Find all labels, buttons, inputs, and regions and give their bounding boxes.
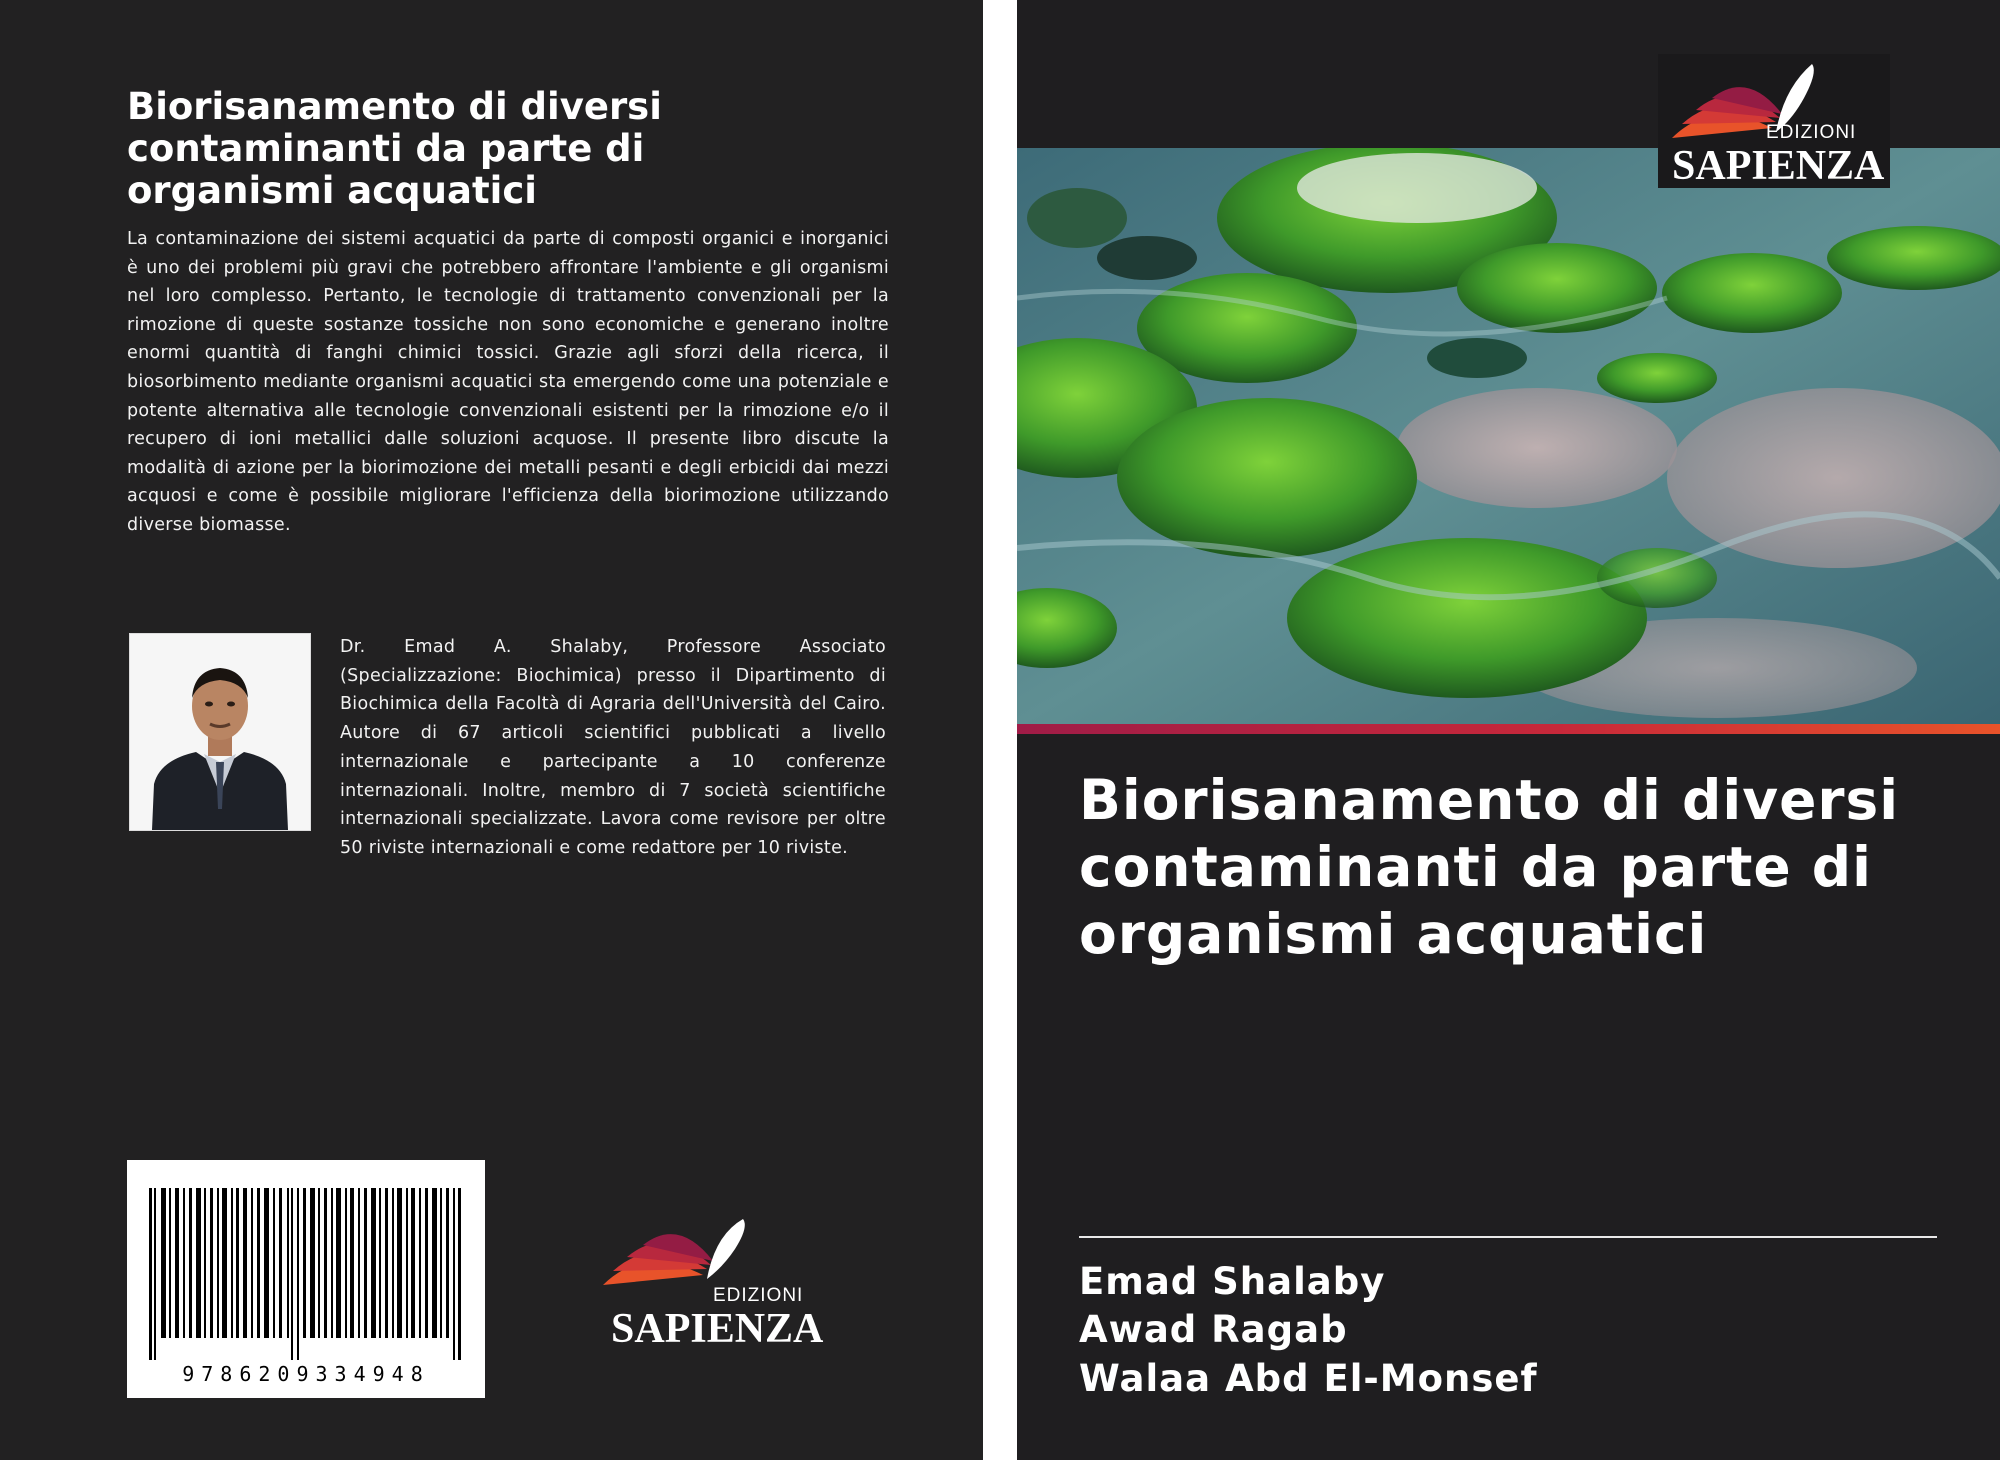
- back-cover: [0, 0, 983, 1460]
- divider: [1079, 1236, 1937, 1238]
- publisher-imprint: EDIZIONI: [1766, 122, 1857, 143]
- author-name: Walaa Abd El-Monsef: [1079, 1357, 1538, 1400]
- publisher-logo-front: [1658, 54, 1890, 188]
- barcode: [127, 1160, 485, 1398]
- publisher-logo-back: [603, 1215, 823, 1355]
- front-cover: [1017, 0, 2000, 1460]
- publisher-imprint: EDIZIONI: [713, 1285, 804, 1306]
- cover-photo-mossy-rocks: [1017, 148, 2000, 724]
- author-bio: Dr. Emad A. Shalaby, Professore Associato (Specializzazione: Biochimica) presso il Dipartimento di Biochimica della Facoltà di Agraria dell'Università del Cairo. Autore di 67 articoli scientifici pubblicati a livello internazionale e partecipante a 10 conferenze internazionali. Inoltre, membro di 7 società scientifiche internazionali specializzate. Lavora come revisore per oltre 50 riviste internazionali e come redattore per 10 riviste.: [340, 637, 886, 858]
- author-name: Awad Ragab: [1079, 1308, 1348, 1351]
- front-cover-title: Biorisanamento di diversi contaminanti da parte di organismi acquatici: [1079, 768, 1900, 966]
- isbn-digits: 9786209334948: [182, 1362, 430, 1386]
- publisher-name: SAPIENZA: [1672, 143, 1885, 189]
- author-name: Emad Shalaby: [1079, 1260, 1386, 1303]
- back-cover-title: Biorisanamento di diversi contaminanti da parte di organismi acquatici: [127, 85, 662, 212]
- publisher-name: SAPIENZA: [611, 1306, 824, 1352]
- author-photo: [129, 633, 311, 831]
- back-cover-blurb: La contaminazione dei sistemi acquatici da parte di composti organici e inorganici è uno dei problemi più gravi che potrebbero affrontare l'ambiente e gli organismi nel loro complesso. Pertanto, le tecnologie di trattamento convenzionali per la rimozione di queste sostanze tossiche non sono economiche e generano inoltre enormi quantità di fanghi chimici tossici. Grazie agli sforzi della ricerca, il biosorbimento mediante organismi acquatici sta emergendo come una potenziale e potente alternativa alle tecnologie convenzionali esistenti per la rimozione e/o il recupero di ioni metallici dalle soluzioni acquose. Il presente libro discute la modalità di azione per la biorimozione dei metalli pesanti e degli erbicidi dai mezzi acquosi e come è possibile migliorare l'efficienza della biorimozione utilizzando diverse biomasse.: [127, 229, 889, 535]
- accent-stripe: [1017, 724, 2000, 734]
